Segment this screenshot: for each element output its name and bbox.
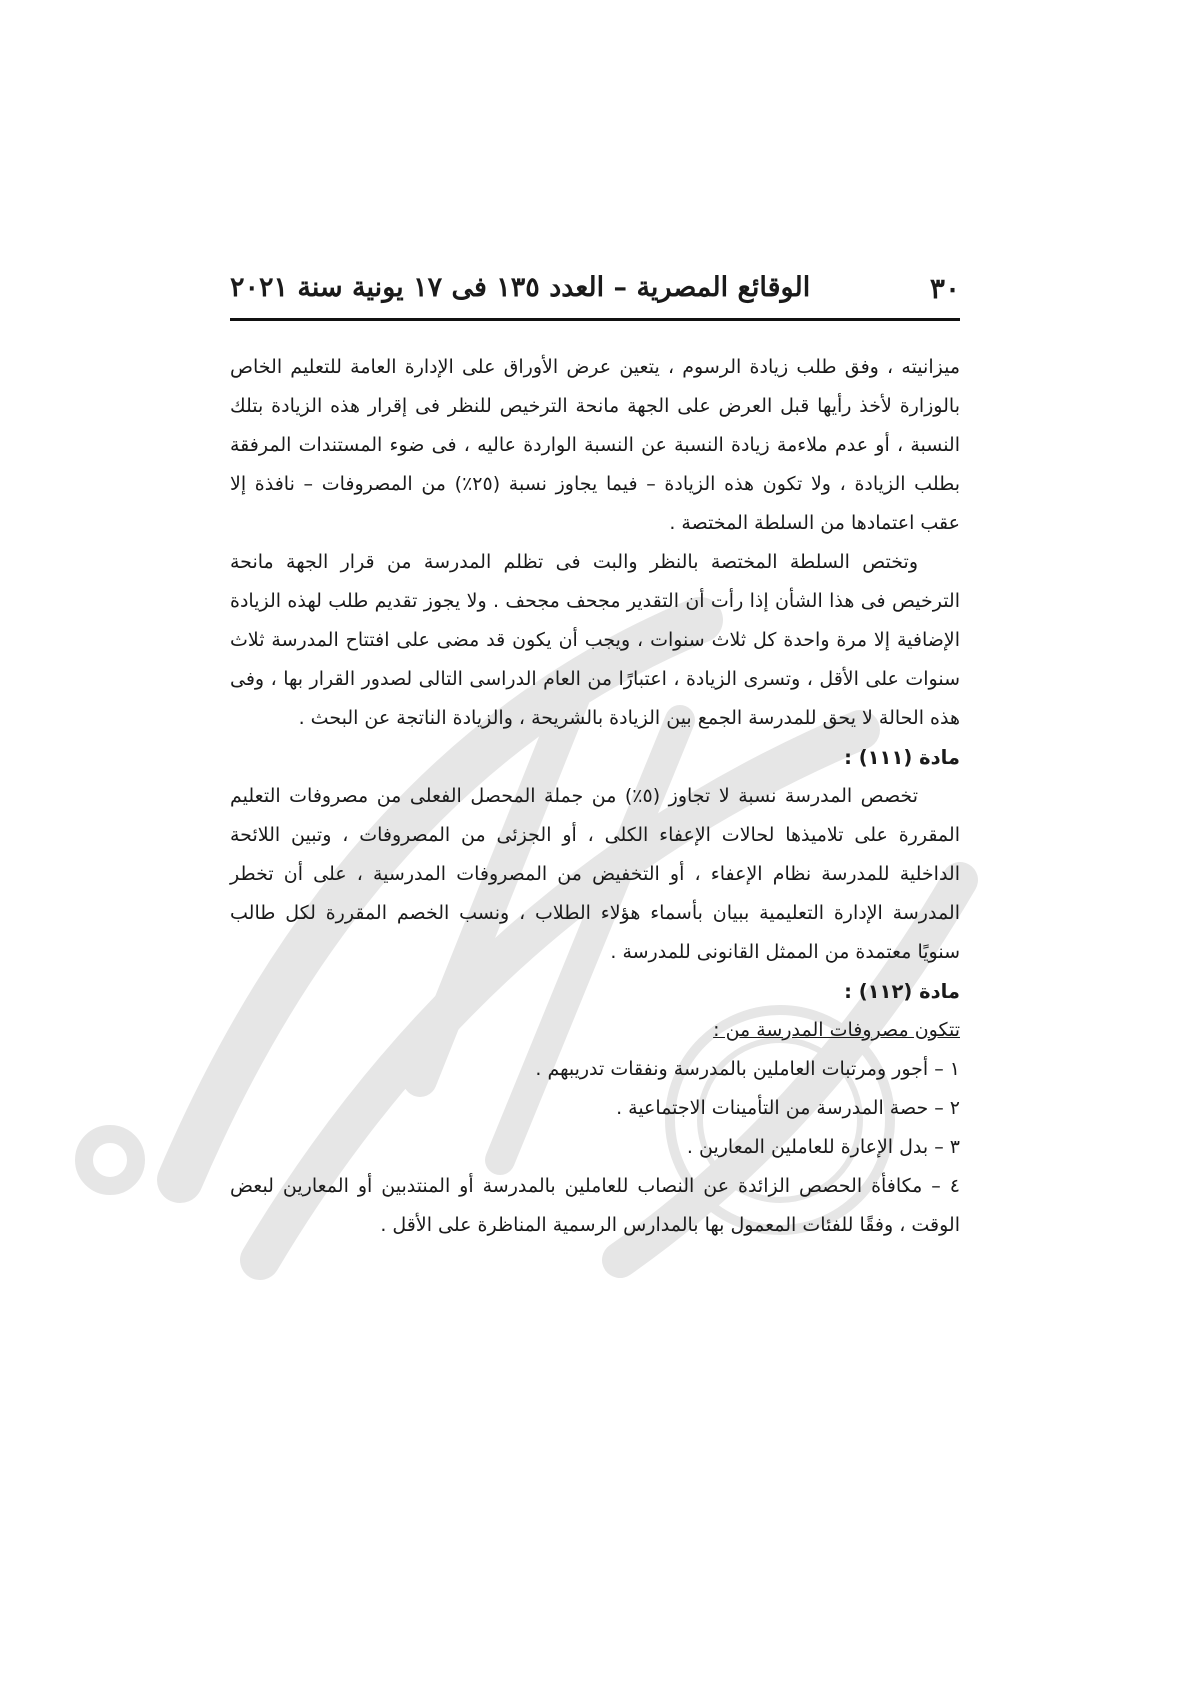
article-111-text: تخصص المدرسة نسبة لا تجاوز (٥٪) من جملة المحصل الفعلى من مصروفات التعليم المقررة على تلاميذها لحالات الإعفاء الكلى ، أو الجزئى من المصروفات ، وتبين اللائحة الداخلية للمدرسة نظام الإعفاء ، أو التخفيض من المصروفات المدرسية ، على أن تخطر المدرسة الإدارة التعليمية ببيان بأسماء هؤلاء الطلاب ، ونسب الخصم المقررة لكل طالب سنويًا معتمدة من الممثل القانونى للمدرسة . — [230, 785, 960, 963]
document-body — [230, 348, 960, 1245]
header-divider — [230, 318, 960, 321]
list-item: ١ – أجور ومرتبات العاملين بالمدرسة ونفقات تدريبهم . — [535, 1058, 960, 1080]
gazette-title: الوقائع المصرية – العدد ١٣٥ فى ١٧ يونية سنة ٢٠٢١ — [230, 272, 811, 303]
list-item: ٣ – بدل الإعارة للعاملين المعارين . — [686, 1136, 960, 1158]
article-112-intro: تتكون مصروفات المدرسة من : — [713, 1019, 960, 1041]
article-111-heading: مادة (١١١) : — [844, 746, 960, 769]
page-number: ٣٠ — [929, 272, 960, 305]
list-item: ٢ – حصة المدرسة من التأمينات الاجتماعية . — [616, 1097, 960, 1119]
page-header — [230, 270, 960, 316]
paragraph-continuation: ميزانيته ، وفق طلب زيادة الرسوم ، يتعين عرض الأوراق على الإدارة العامة للتعليم الخاص بالوزارة لأخذ رأيها قبل العرض على الجهة مانحة الترخيص للنظر فى إقرار هذه الزيادة بتلك النسبة ، أو عدم ملاءمة زيادة النسبة عن النسبة الواردة عاليه ، فى ضوء المستندات المرفقة بطلب الزيادة ، ولا تكون هذه الزيادة – فيما يجاوز نسبة (٢٥٪) من المصروفات – نافذة إلا عقب اعتمادها من السلطة المختصة . — [230, 356, 960, 534]
paragraph-appeal: وتختص السلطة المختصة بالنظر والبت فى تظلم المدرسة من قرار الجهة مانحة الترخيص فى هذا الشأن إذا رأت أن التقدير مجحف مجحف . ولا يجوز تقديم طلب لهذه الزيادة الإضافية إلا مرة واحدة كل ثلاث سنوات ، ويجب أن يكون قد مضى على افتتاح المدرسة ثلاث سنوات على الأقل ، وتسرى الزيادة ، اعتبارًا من العام الدراسى التالى لصدور القرار بها ، وفى هذه الحالة لا يحق للمدرسة الجمع بين الزيادة بالشريحة ، والزيادة الناتجة عن البحث . — [230, 551, 960, 729]
expense-list — [230, 1050, 960, 1245]
article-112-heading: مادة (١١٢) : — [844, 980, 960, 1003]
list-item: ٤ – مكافأة الحصص الزائدة عن النصاب للعاملين بالمدرسة أو المنتدبين أو المعارين لبعض الوقت ، وفقًا للفئات المعمول بها بالمدارس الرسمية المناظرة على الأقل . — [230, 1175, 960, 1236]
